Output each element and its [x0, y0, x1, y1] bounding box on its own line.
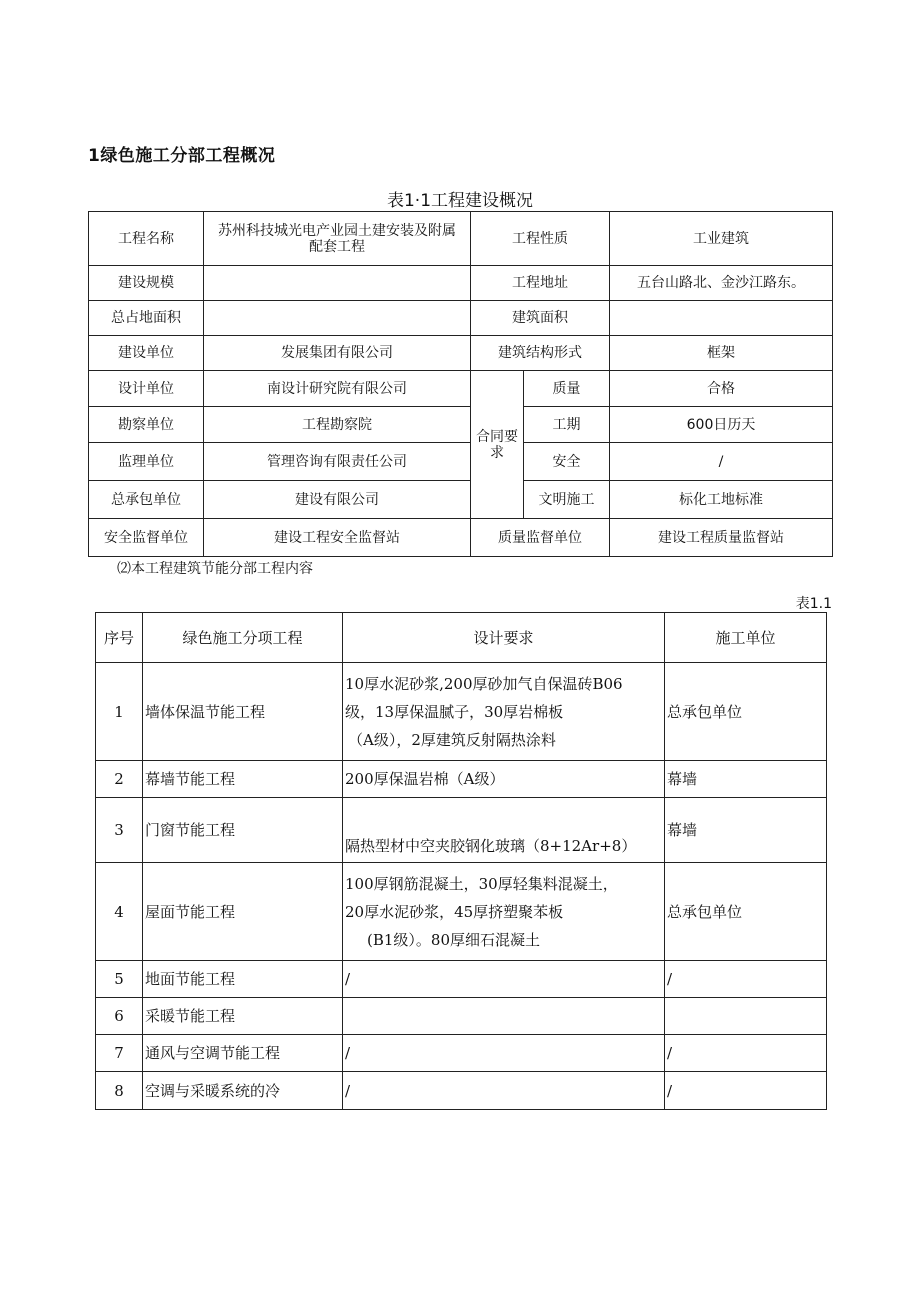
row-item: 采暖节能工程 [143, 998, 343, 1035]
requirement-line: 100厚钢筋混凝土，30厚轻集料混凝土， [345, 874, 618, 893]
supervisor-label: 监理单位 [89, 443, 204, 481]
row-requirements [343, 761, 665, 798]
table-row [96, 1072, 827, 1110]
row-no: 6 [96, 998, 143, 1035]
building-area-value [610, 301, 833, 336]
row-contractor [665, 998, 827, 1035]
table1-caption: 表1·1工程建设概况 [386, 191, 534, 211]
row-contractor: 总承包单位 [665, 663, 827, 761]
row-contractor: / [665, 961, 827, 998]
section-heading: 1绿色施工分部工程概况 [88, 146, 276, 166]
project-name-value-line2: 配套工程 [309, 238, 365, 255]
table-row [89, 301, 833, 336]
row-requirements [343, 1035, 665, 1072]
contract-label-line1: 合同要 [476, 428, 518, 445]
requirement-line: 级，13厚保温腻子，30厚岩棉板 [345, 702, 564, 721]
row-contractor: 幕墙 [665, 761, 827, 798]
row-contractor: 总承包单位 [665, 863, 827, 961]
row-no: 7 [96, 1035, 143, 1072]
requirement-line: 200厚保温岩棉（A级） [345, 770, 505, 788]
requirement-line: / [345, 970, 351, 988]
table-row [89, 443, 833, 481]
civilized-value: 标化工地标准 [610, 481, 833, 519]
table-row [96, 663, 827, 761]
row-item: 通风与空调节能工程 [143, 1035, 343, 1072]
table-row [89, 371, 833, 407]
structure-label: 建筑结构形式 [471, 336, 610, 371]
row-no: 1 [96, 663, 143, 761]
row-no: 8 [96, 1072, 143, 1110]
row-item: 屋面节能工程 [143, 863, 343, 961]
structure-value: 框架 [610, 336, 833, 371]
designer-value: 南设计研究院有限公司 [204, 371, 471, 407]
header-item: 绿色施工分项工程 [143, 613, 343, 663]
project-overview-table [88, 211, 833, 557]
owner-value: 发展集团有限公司 [204, 336, 471, 371]
header-contractor: 施工单位 [665, 613, 827, 663]
row-requirements [343, 1072, 665, 1110]
project-name-label: 工程名称 [89, 212, 204, 266]
safety-supervision-label: 安全监督单位 [89, 519, 204, 557]
energy-saving-table [95, 612, 827, 1110]
row-item: 幕墙节能工程 [143, 761, 343, 798]
owner-label: 建设单位 [89, 336, 204, 371]
safety-label: 安全 [524, 443, 610, 481]
table2-intro: ⑵本工程建筑节能分部工程内容 [117, 561, 313, 577]
nature-label: 工程性质 [471, 212, 610, 266]
building-area-label: 建筑面积 [471, 301, 610, 336]
row-no: 3 [96, 798, 143, 863]
requirement-line: 隔热型材中空夹胶钢化玻璃（8+12Ar+8） [345, 837, 637, 855]
row-item: 门窗节能工程 [143, 798, 343, 863]
survey-label: 勘察单位 [89, 407, 204, 443]
table-row [96, 998, 827, 1035]
table-header-row [96, 613, 827, 663]
requirement-line: / [345, 1044, 351, 1062]
scale-value [204, 266, 471, 301]
row-no: 2 [96, 761, 143, 798]
contract-requirements-label [471, 371, 524, 519]
safety-value: / [610, 443, 833, 481]
table-row [89, 519, 833, 557]
scale-label: 建设规模 [89, 266, 204, 301]
quality-supervision-value: 建设工程质量监督站 [610, 519, 833, 557]
quality-label: 质量 [524, 371, 610, 407]
row-contractor: / [665, 1035, 827, 1072]
project-name-value-line1: 苏州科技城光电产业园土建安装及附属 [218, 222, 456, 239]
land-area-value [204, 301, 471, 336]
requirement-line: 20厚水泥砂浆，45厚挤塑聚苯板 [345, 902, 564, 921]
requirement-line: (B1级）。80厚细石混凝土 [367, 930, 541, 949]
row-item: 空调与采暖系统的冷 [143, 1072, 343, 1110]
quality-value: 合格 [610, 371, 833, 407]
row-item: 墙体保温节能工程 [143, 663, 343, 761]
requirement-line: / [345, 1081, 351, 1100]
safety-supervision-value: 建设工程安全监督站 [204, 519, 471, 557]
table-row [89, 407, 833, 443]
row-requirements [343, 663, 665, 761]
table-row [96, 863, 827, 961]
header-requirements: 设计要求 [343, 613, 665, 663]
general-contractor-value: 建设有限公司 [204, 481, 471, 519]
general-contractor-label: 总承包单位 [89, 481, 204, 519]
civilized-label: 文明施工 [524, 481, 610, 519]
designer-label: 设计单位 [89, 371, 204, 407]
contract-label-line2: 求 [490, 444, 504, 461]
table-row [89, 481, 833, 519]
table-row [89, 336, 833, 371]
address-value: 五台山路北、金沙江路东。 [610, 266, 833, 301]
row-contractor: 幕墙 [665, 798, 827, 863]
requirement-line: （A级），2厚建筑反射隔热涂料 [348, 730, 556, 749]
requirement-line: 10厚水泥砂浆,200厚砂加气自保温砖B06 [345, 674, 623, 693]
row-requirements [343, 798, 665, 863]
quality-supervision-label: 质量监督单位 [471, 519, 610, 557]
table2-label: 表1.1 [795, 596, 832, 612]
row-item: 地面节能工程 [143, 961, 343, 998]
header-no: 序号 [96, 613, 143, 663]
row-contractor: / [665, 1072, 827, 1110]
address-label: 工程地址 [471, 266, 610, 301]
row-requirements [343, 863, 665, 961]
row-requirements [343, 998, 665, 1035]
table-row [96, 1035, 827, 1072]
table-row [96, 961, 827, 998]
row-no: 5 [96, 961, 143, 998]
period-label: 工期 [524, 407, 610, 443]
table-row [96, 761, 827, 798]
table-row [96, 798, 827, 863]
period-value: 600日历天 [610, 407, 833, 443]
project-name-value [204, 212, 471, 266]
table-row [89, 266, 833, 301]
nature-value: 工业建筑 [610, 212, 833, 266]
row-no: 4 [96, 863, 143, 961]
land-area-label: 总占地面积 [89, 301, 204, 336]
row-requirements [343, 961, 665, 998]
table-row [89, 212, 833, 266]
survey-value: 工程勘察院 [204, 407, 471, 443]
supervisor-value: 管理咨询有限责任公司 [204, 443, 471, 481]
